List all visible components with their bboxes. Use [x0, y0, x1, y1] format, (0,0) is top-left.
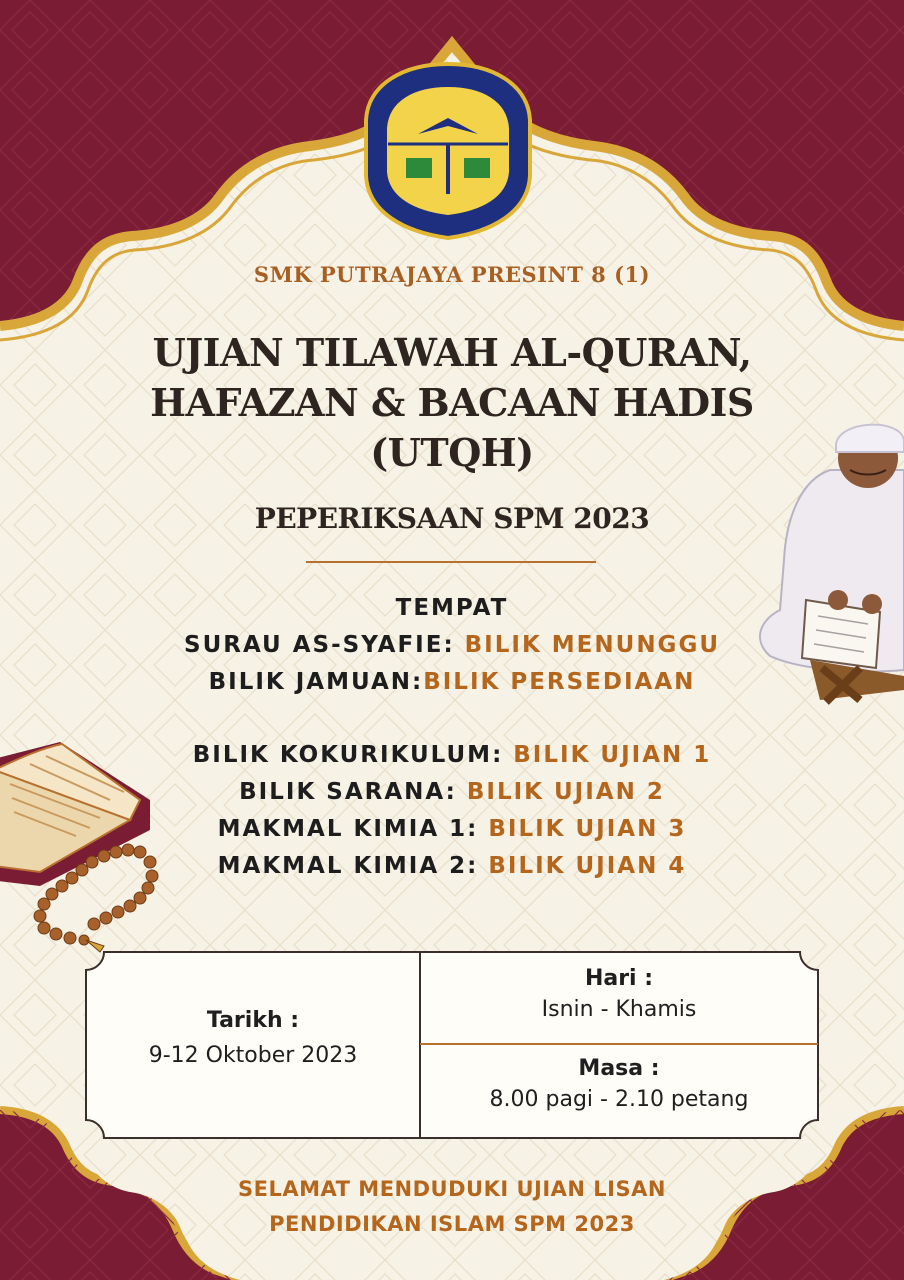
venue-item — [0, 627, 904, 664]
venue-place: BILIK SARANA: — [239, 779, 467, 805]
venue-place: MAKMAL KIMIA 1: — [217, 816, 489, 842]
divider — [306, 561, 596, 563]
venue-place: BILIK KOKURIKULUM: — [192, 742, 514, 768]
venue-role: BILIK MENUNGGU — [464, 632, 720, 658]
venue-item — [0, 811, 904, 848]
venue-role: BILIK UJIAN 2 — [466, 779, 665, 805]
time-value: 8.00 pagi - 2.10 petang — [489, 1087, 749, 1112]
venue-role: BILIK UJIAN 1 — [513, 742, 712, 768]
day-cell — [422, 966, 816, 1022]
venue-role: BILIK UJIAN 4 — [488, 853, 687, 879]
venue-place: SURAU AS-SYAFIE: — [184, 632, 465, 658]
title-line: UJIAN TILAWAH AL-QURAN, — [152, 330, 752, 375]
date-cell — [88, 1008, 418, 1068]
venue-list — [0, 590, 904, 885]
venue-item — [0, 774, 904, 811]
venue-item — [0, 664, 904, 701]
time-label: Masa : — [578, 1056, 660, 1081]
venue-place: BILIK JAMUAN: — [208, 669, 424, 695]
day-value: Isnin - Khamis — [541, 997, 697, 1022]
venue-heading: TEMPAT — [395, 595, 509, 621]
date-label: Tarikh : — [206, 1008, 300, 1033]
venue-item — [0, 848, 904, 885]
school-name: SMK PUTRAJAYA PRESINT 8 (1) — [253, 262, 651, 287]
venue-role: BILIK UJIAN 3 — [488, 816, 687, 842]
day-label: Hari : — [584, 966, 654, 991]
title-line: HAFAZAN & BACAAN HADIS — [150, 380, 754, 425]
venue-item — [0, 737, 904, 774]
footer-line: PENDIDIKAN ISLAM SPM 2023 — [269, 1212, 635, 1236]
footer-line: SELAMAT MENDUDUKI UJIAN LISAN — [238, 1177, 666, 1201]
venue-spacer — [0, 701, 904, 737]
time-cell — [422, 1056, 816, 1112]
title-line: (UTQH) — [370, 430, 534, 475]
event-title — [0, 328, 904, 478]
date-value: 9-12 Oktober 2023 — [148, 1043, 358, 1068]
footer-message — [0, 1172, 904, 1242]
venue-role: BILIK PERSEDIAAN — [423, 669, 696, 695]
school-logo — [366, 64, 530, 238]
exam-subtitle: PEPERIKSAAN SPM 2023 — [254, 502, 650, 535]
venue-place: MAKMAL KIMIA 2: — [217, 853, 489, 879]
